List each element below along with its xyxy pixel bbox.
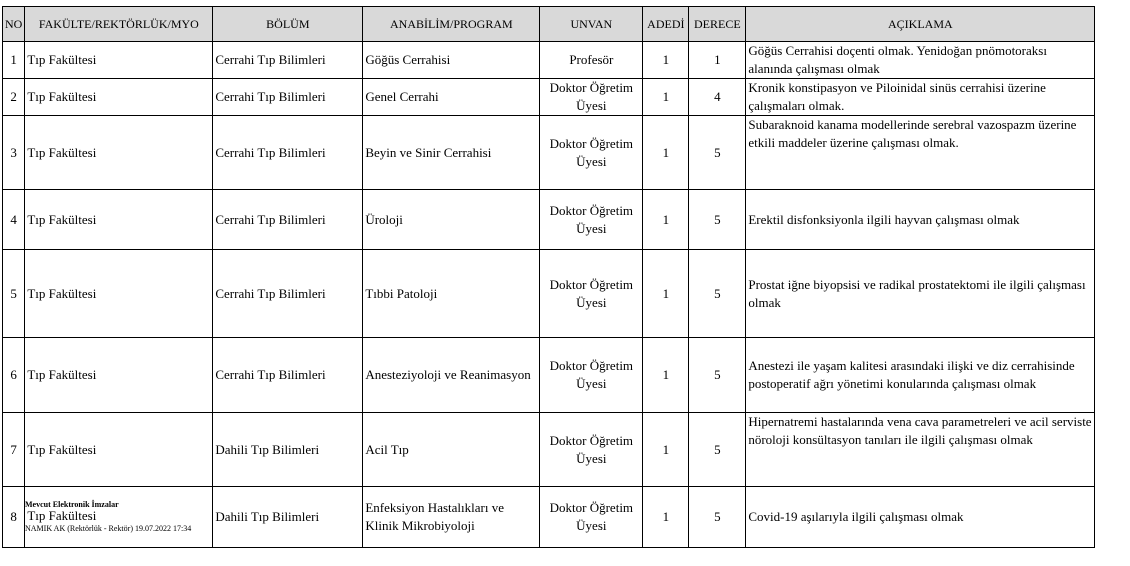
row-degree: 5 [689, 413, 746, 487]
row-faculty: Tıp Fakültesi [25, 338, 213, 413]
row-title: Doktor Öğretim Üyesi [540, 413, 643, 487]
row-no: 2 [3, 79, 25, 116]
row-count: 1 [643, 116, 689, 190]
row-program: Genel Cerrahi [363, 79, 540, 116]
row-no: 6 [3, 338, 25, 413]
row-faculty: Tıp Fakültesi [25, 250, 213, 338]
row-no: 3 [3, 116, 25, 190]
row-department: Cerrahi Tıp Bilimleri [213, 116, 363, 190]
row-title: Doktor Öğretim Üyesi [540, 338, 643, 413]
table-row [3, 79, 1095, 116]
row-title: Doktor Öğretim Üyesi [540, 250, 643, 338]
row-program: Üroloji [363, 190, 540, 250]
row-department: Cerrahi Tıp Bilimleri [213, 190, 363, 250]
row-faculty: Tıp Fakültesi [25, 413, 213, 487]
e-signature-heading: Mevcut Elektronik İmzalar [25, 500, 119, 509]
positions-table [2, 6, 1095, 548]
header-department: BÖLÜM [213, 7, 363, 42]
row-no: 4 [3, 190, 25, 250]
header-program: ANABİLİM/PROGRAM [363, 7, 540, 42]
header-description: AÇIKLAMA [746, 7, 1095, 42]
row-no: 5 [3, 250, 25, 338]
row-title: Doktor Öğretim Üyesi [540, 79, 643, 116]
row-no: 1 [3, 42, 25, 79]
row-faculty [25, 487, 213, 548]
table-row [3, 250, 1095, 338]
row-department: Cerrahi Tıp Bilimleri [213, 250, 363, 338]
row-faculty-text: Tıp Fakültesi [27, 508, 97, 523]
row-count: 1 [643, 42, 689, 79]
header-degree: DERECE [689, 7, 746, 42]
row-no: 7 [3, 413, 25, 487]
row-faculty: Tıp Fakültesi [25, 116, 213, 190]
row-description: Anestezi ile yaşam kalitesi arasındaki ilişki ve diz cerrahisinde postoperatif ağrı yönetimi konularında çalışması olmak [746, 338, 1095, 413]
row-degree: 5 [689, 338, 746, 413]
row-count: 1 [643, 190, 689, 250]
row-count: 1 [643, 413, 689, 487]
row-title: Profesör [540, 42, 643, 79]
row-description: Hipernatremi hastalarında vena cava parametreleri ve acil serviste nöroloji konsültasyon tanıları ile ilgili çalışması olmak [746, 413, 1095, 487]
table-row [3, 338, 1095, 413]
row-degree: 1 [689, 42, 746, 79]
table-row [3, 413, 1095, 487]
row-title: Doktor Öğretim Üyesi [540, 116, 643, 190]
row-degree: 4 [689, 79, 746, 116]
row-department: Cerrahi Tıp Bilimleri [213, 42, 363, 79]
row-description: Prostat iğne biyopsisi ve radikal prostatektomi ile ilgili çalışması olmak [746, 250, 1095, 338]
row-degree: 5 [689, 487, 746, 548]
row-count: 1 [643, 338, 689, 413]
row-count: 1 [643, 79, 689, 116]
table-row [3, 42, 1095, 79]
row-program: Anesteziyoloji ve Reanimasyon [363, 338, 540, 413]
row-department: Dahili Tıp Bilimleri [213, 487, 363, 548]
row-description: Erektil disfonksiyonla ilgili hayvan çalışması olmak [746, 190, 1095, 250]
header-row [3, 7, 1095, 42]
row-faculty: Tıp Fakültesi [25, 190, 213, 250]
row-degree: 5 [689, 250, 746, 338]
row-department: Cerrahi Tıp Bilimleri [213, 79, 363, 116]
row-description: Covid-19 aşılarıyla ilgili çalışması olmak [746, 487, 1095, 548]
row-description: Kronik konstipasyon ve Piloinidal sinüs cerrahisi üzerine çalışmaları olmak. [746, 79, 1095, 116]
row-count: 1 [643, 487, 689, 548]
table-row [3, 190, 1095, 250]
row-department: Cerrahi Tıp Bilimleri [213, 338, 363, 413]
header-title: UNVAN [540, 7, 643, 42]
row-title: Doktor Öğretim Üyesi [540, 190, 643, 250]
row-description: Göğüs Cerrahisi doçenti olmak. Yenidoğan pnömotoraksı alanında çalışması olmak [746, 42, 1095, 79]
table-row [3, 116, 1095, 190]
row-degree: 5 [689, 190, 746, 250]
row-title: Doktor Öğretim Üyesi [540, 487, 643, 548]
row-program: Beyin ve Sinir Cerrahisi [363, 116, 540, 190]
row-faculty: Tıp Fakültesi [25, 42, 213, 79]
header-count: ADEDİ [643, 7, 689, 42]
row-program: Enfeksiyon Hastalıkları ve Klinik Mikrobiyoloji [363, 487, 540, 548]
row-program: Acil Tıp [363, 413, 540, 487]
row-department: Dahili Tıp Bilimleri [213, 413, 363, 487]
table-row [3, 487, 1095, 548]
row-no: 8 [3, 487, 25, 548]
header-no: NO [3, 7, 25, 42]
row-count: 1 [643, 250, 689, 338]
row-description: Subaraknoid kanama modellerinde serebral vazospazm üzerine etkili maddeler üzerine çalışması olmak. [746, 116, 1095, 190]
row-degree: 5 [689, 116, 746, 190]
header-faculty: FAKÜLTE/REKTÖRLÜK/MYO [25, 7, 213, 42]
row-program: Göğüs Cerrahisi [363, 42, 540, 79]
e-signature-signer: NAMIK AK (Rektörlük - Rektör) 19.07.2022 17:34 [25, 524, 192, 533]
row-faculty: Tıp Fakültesi [25, 79, 213, 116]
row-program: Tıbbi Patoloji [363, 250, 540, 338]
